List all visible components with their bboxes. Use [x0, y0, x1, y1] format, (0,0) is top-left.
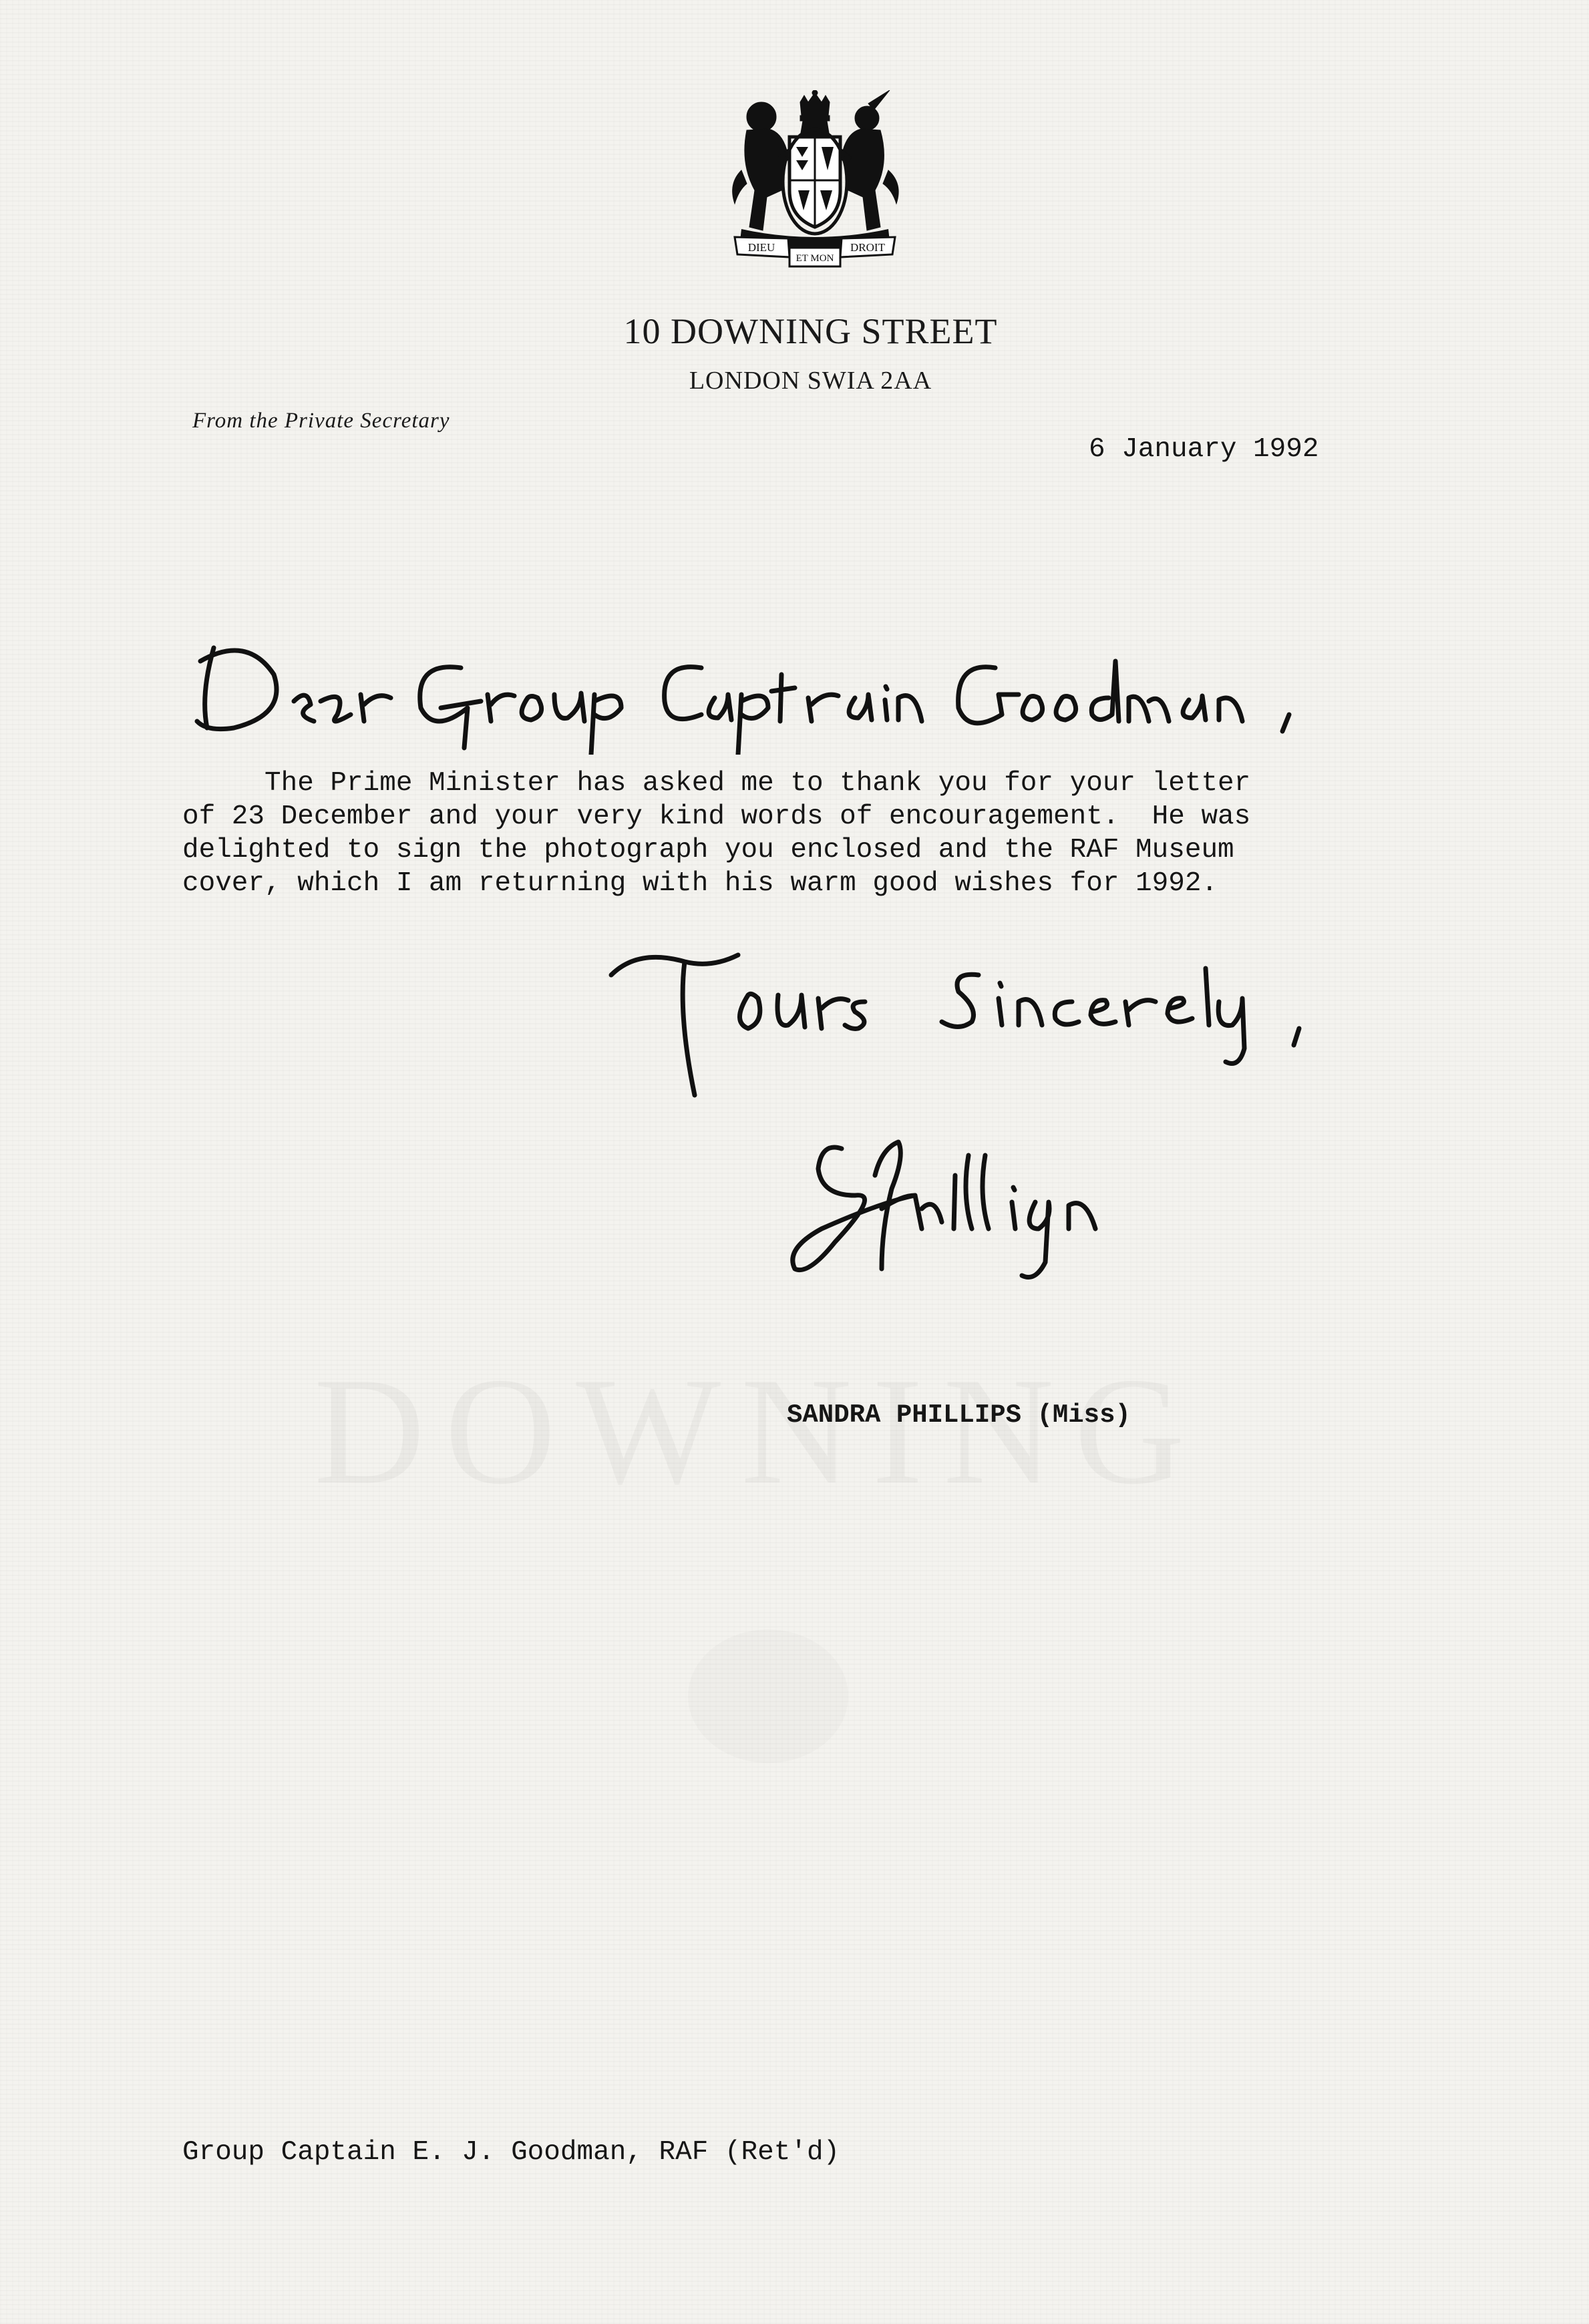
crest-motto-right: DROIT — [850, 241, 885, 254]
paper-watermark — [314, 1342, 1205, 1519]
handwritten-salutation — [194, 621, 1329, 755]
handwritten-signature — [781, 1129, 1336, 1309]
letter-body-line: of 23 December and your very kind words of encouragement. He was — [182, 801, 1251, 832]
crest-motto-left: DIEU — [747, 241, 775, 254]
signatory-name: SANDRA PHILLIPS (Miss) — [787, 1400, 1131, 1430]
letter-date: 6 January 1992 — [1089, 434, 1319, 465]
letter-body-line: delighted to sign the photograph you enclosed and the RAF Museum — [182, 835, 1234, 865]
paper-watermark-mark — [688, 1629, 848, 1763]
letterhead-from-line: From the Private Secretary — [192, 409, 450, 433]
letter-body-line: cover, which I am returning with his warm good wishes for 1992. — [182, 868, 1218, 899]
handwritten-closing — [604, 935, 1459, 1109]
recipient-name: Group Captain E. J. Goodman, RAF (Ret'd) — [182, 2137, 840, 2168]
letterhead-address-city: LONDON SWIA 2AA — [689, 367, 932, 395]
crest-motto-center: ET MON — [796, 253, 834, 264]
letter-body — [182, 767, 1505, 900]
letterhead-address-street: 10 DOWNING STREET — [623, 311, 998, 351]
royal-coat-of-arms-icon — [715, 90, 915, 270]
letter-body-line: The Prime Minister has asked me to thank you for your letter — [182, 768, 1251, 799]
